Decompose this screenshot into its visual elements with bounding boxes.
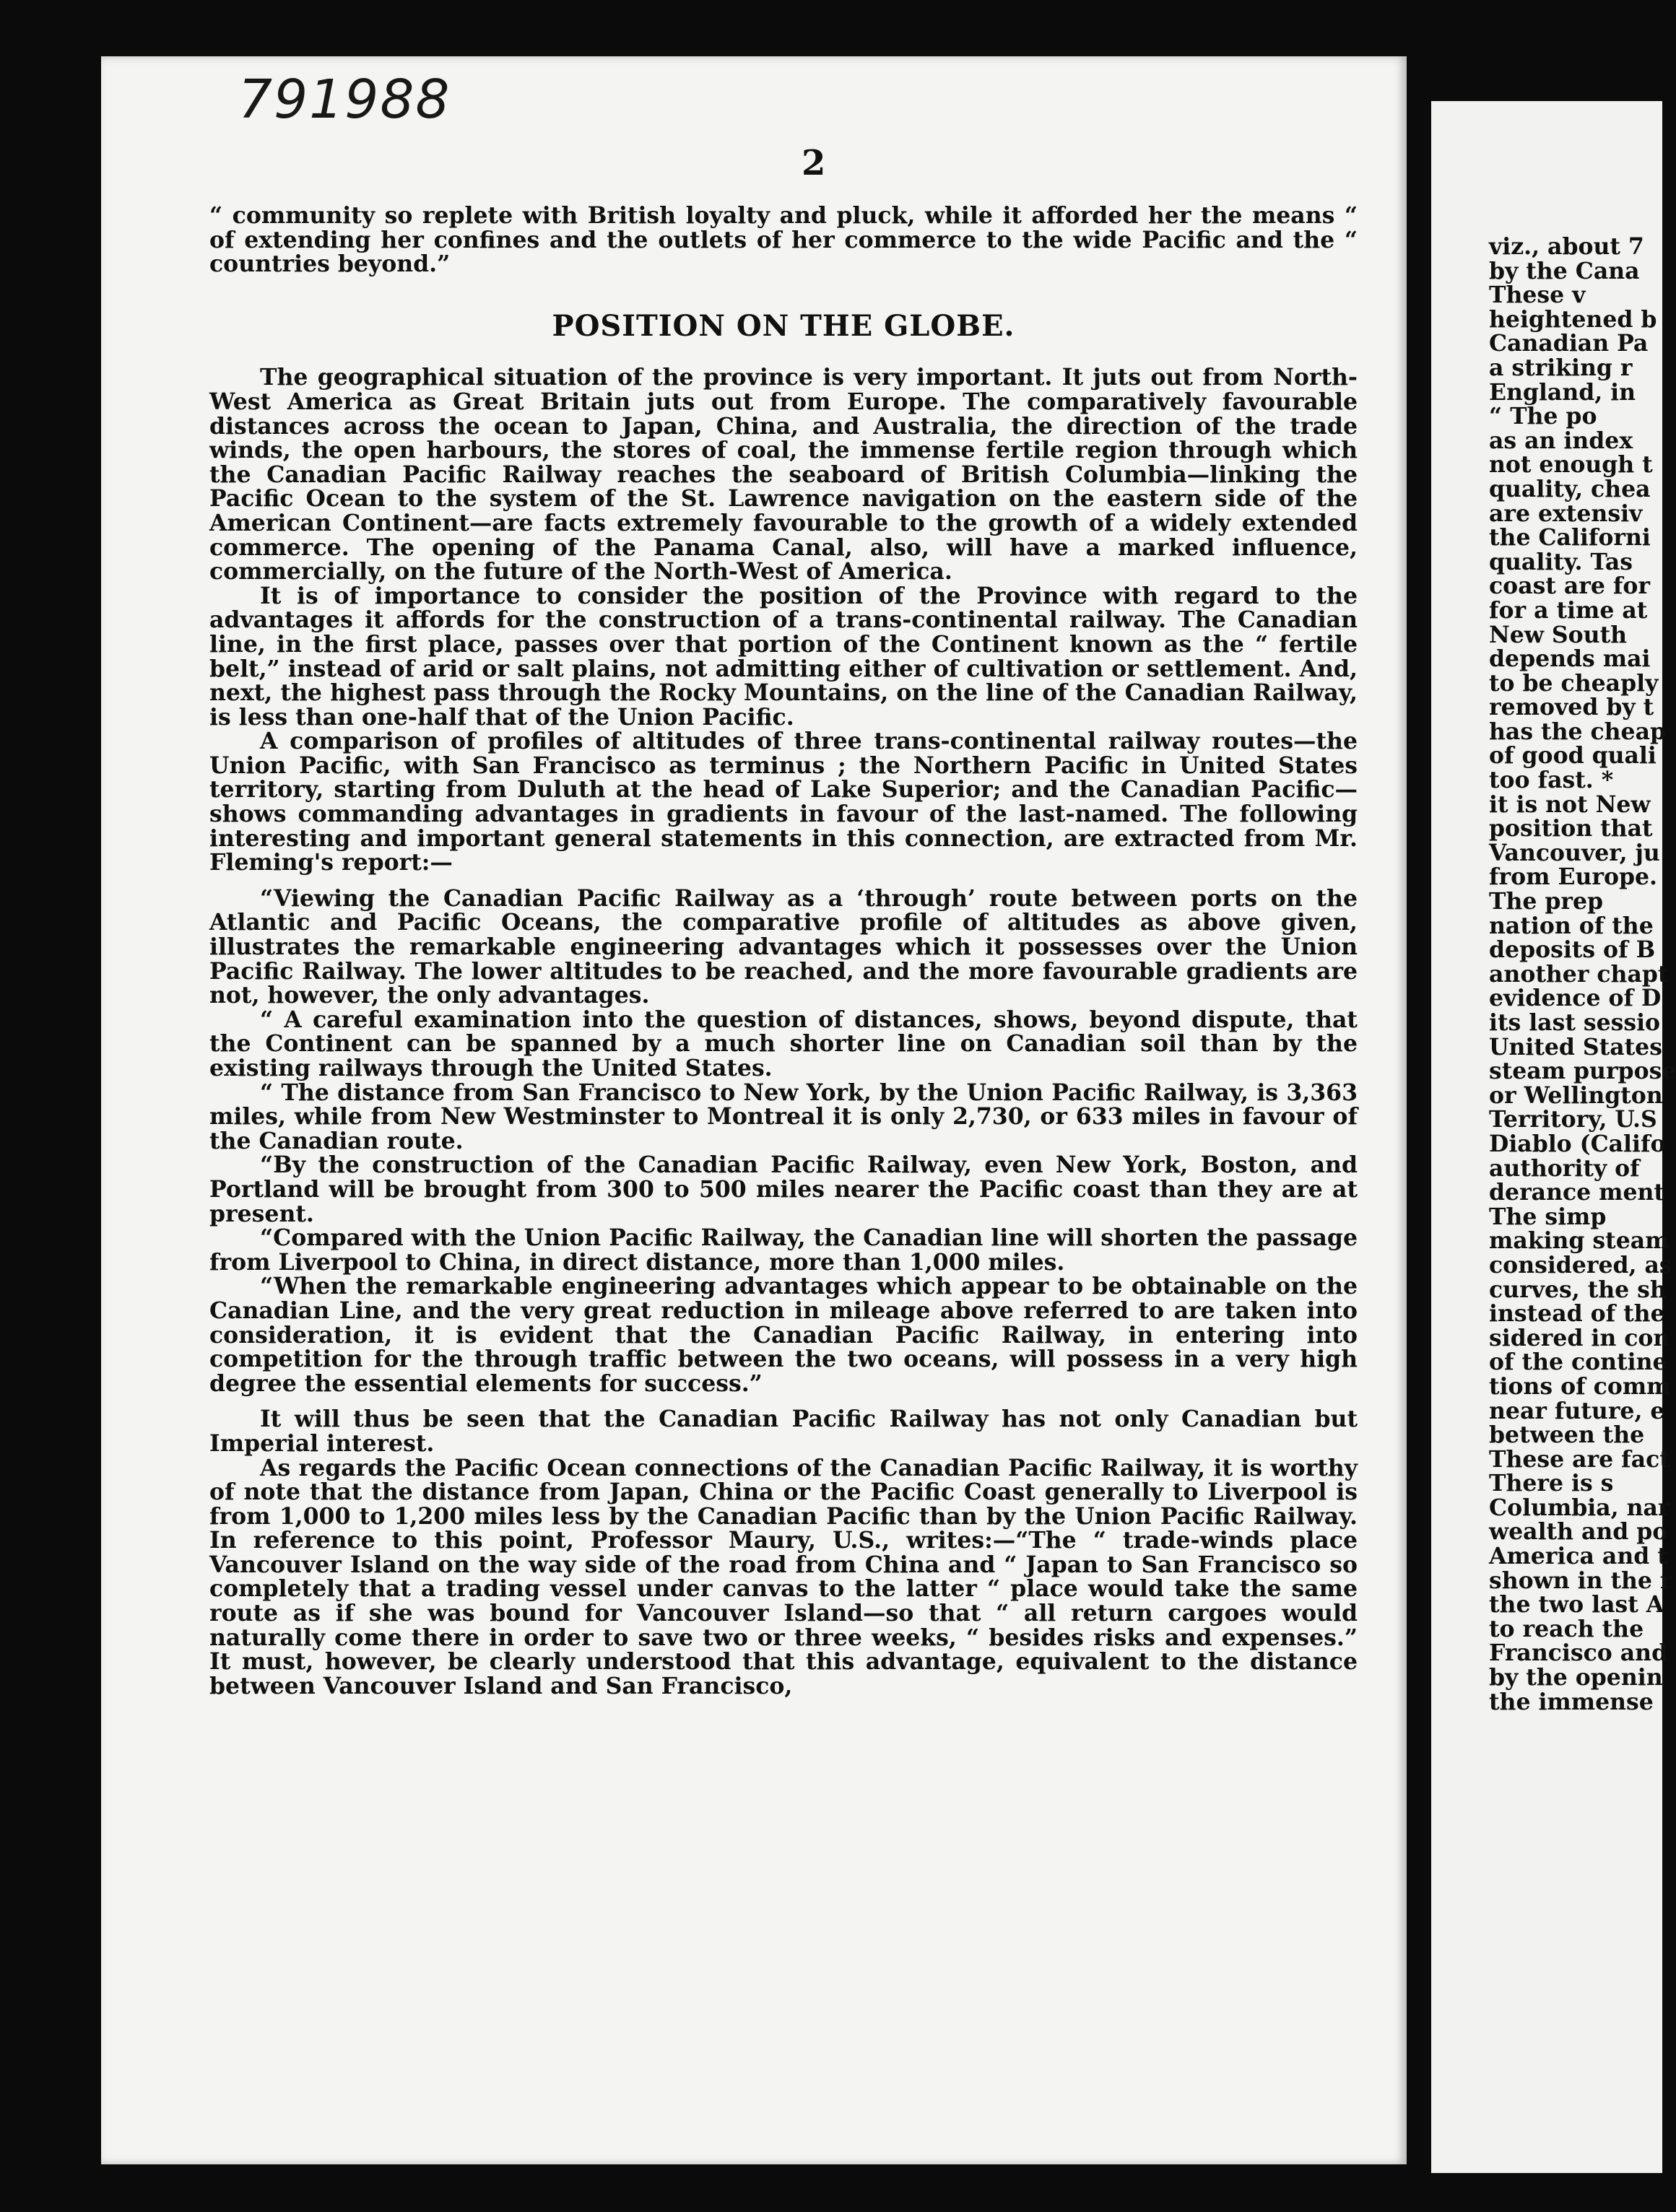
right-page-line: New South [1489,621,1628,648]
right-page-line: The prep [1489,888,1604,915]
right-page-line: making steam [1489,1227,1670,1255]
right-page-line: Territory, U.S [1489,1106,1657,1133]
right-page-line: by the openin [1489,1664,1663,1691]
right-page-line: quality, chea [1489,475,1651,502]
right-page-line: Vancouver, ju [1489,839,1660,866]
right-page-line: too fast. * [1489,767,1614,794]
right-page-line: These v [1489,282,1586,309]
right-page-text [1489,233,1676,1715]
handwritten-annotation: 791988 [238,69,451,131]
right-page-line: of good quali [1489,742,1657,770]
right-page-line: it is not New [1489,791,1651,818]
right-page-line: “ The po [1489,403,1597,430]
right-page-line: of the contine [1489,1349,1667,1376]
right-page-line: the two last A [1489,1591,1664,1619]
paragraph-railway-construction: It is of importance to consider the position of the Province with regard to the advantages it affords for the construction of a trans-continental railway. The Canadian line, in the first place, passes over that portion of the Continent known as the “ fertile belt,” instead of arid or salt plains, not admitting either of cultivation or settlement. And, next, the highest pass through the Rocky Mountains, on the line of the Canadian Railway, is less than one-half that of the Union Pacific. [209,582,1358,731]
right-page-line: wealth and po [1489,1518,1668,1546]
main-text-column [209,204,1358,1698]
right-page-line: viz., about 7 [1489,233,1644,260]
right-page-line: its last sessio [1489,1009,1661,1036]
right-page-line: between the [1489,1421,1645,1449]
right-page-line: deposits of B [1489,936,1656,964]
right-page-line: considered, as [1489,1251,1672,1279]
right-page-line: steam purpose [1489,1058,1676,1085]
right-page-line: Columbia, nar [1489,1494,1670,1521]
right-page-line: depends mai [1489,645,1651,673]
right-page-line: for a time at [1489,596,1648,624]
paragraph-imperial-interest: It will thus be seen that the Canadian Pacific Railway has not only Canadian but Imperial interest. [209,1406,1358,1457]
right-page-line: removed by t [1489,694,1654,721]
right-page-line: Diablo (Califo [1489,1130,1666,1157]
right-page-line: has the cheap [1489,718,1667,745]
quote-engineering-advantages: “When the remarkable engineering advantages which appear to be obtainable on the Canadian Line, and the very great reduction in mileage above referred to are taken into consideration, it is evident that the Canadian Pacific Railway, in entering into competition for the through traffic between the two oceans, will possess in a very high degree the essential elements for success.” [209,1273,1358,1397]
right-page-line: to reach the [1489,1615,1644,1642]
quote-distance-san-francisco: “ The distance from San Francisco to New York, by the Union Pacific Railway, is 3,363 miles, while from New Westminster to Montreal it is only 2,730, or 633 miles in favour of the Canadian route. [209,1079,1358,1154]
right-page-line: quality. Tas [1489,548,1633,575]
paragraph-pacific-connections: As regards the Pacific Ocean connections of the Canadian Pacific Railway, it is worthy of note that the distance from Japan, China or the Pacific Coast generally to Liverpool is from 1,000 to 1,200 miles less by the Canadian Pacific than by the Union Pacific Railway. In reference to this point, Professor Maury, U.S., writes:—“The “ trade-winds place Vancouver Island on the way side of the road from China and “ Japan to San Francisco so completely that a trading vessel under canvas to the latter “ place would take the same route as if she was bound for Vancouver Island—so that “ all return cargoes would naturally come there in order to save two or three weeks, “ besides risks and expenses.” It must, however, be clearly understood that this advantage, equivalent to the distance between Vancouver Island and San Francisco, [209,1454,1358,1699]
right-page-line: to be cheaply [1489,669,1659,697]
right-page-line: the immense [1489,1688,1654,1715]
quote-careful-examination: “ A careful examination into the question of distances, shows, beyond dispute, that the Continent can be spanned by a much shorter line on Canadian soil than by the existing railways through the United States. [209,1006,1358,1081]
section-heading: POSITION ON THE GLOBE. [552,308,1015,343]
right-page-line: are extensiv [1489,500,1643,527]
right-page-line: sidered in con [1489,1324,1670,1351]
right-page-line: near future, e [1489,1397,1665,1424]
right-page-line: not enough t [1489,451,1653,479]
paragraph-profile-comparison: A comparison of profiles of altitudes of three trans-continental railway routes—the Union Pacific, with San Francisco as terminus ; the Northern Pacific in United States territory, starting from Duluth at the head of Lake Superior; and the Canadian Pacific—shows commanding advantages in gradients in favour of the last-named. The following interesting and important general statements in this connection, are extracted from Mr. Fleming's report:— [209,728,1358,876]
right-page-line: United States [1489,1033,1662,1061]
quote-compared-union-pacific: “Compared with the Union Pacific Railway, the Canadian line will shorten the passage from Liverpool to China, in direct distance, more than 1,000 miles. [209,1224,1358,1276]
right-page-line: nation of the [1489,912,1654,939]
right-page-line: heightened b [1489,305,1657,333]
paragraph-geographical-situation: The geographical situation of the province is very important. It juts out from North-West America as Great Britain juts out from Europe. The comparatively favourable distances across the ocean to Japan, China, and Australia, the direction of the trade winds, the open harbours, the stores of coal, the immense fertile region through which the Canadian Pacific Railway reaches the seaboard of British Columbia—linking the Pacific Ocean to the system of the St. Lawrence navigation on the eastern side of the American Continent—are facts extremely favourable to the growth of a widely extended commerce. The opening of the Panama Canal, also, will have a marked influence, commercially, on the future of the North-West of America. [209,364,1358,585]
right-page-line: or Wellington [1489,1081,1663,1109]
right-page-line: shown in the r [1489,1567,1672,1594]
right-page-line: These are fact [1489,1445,1670,1473]
right-page-line: from Europe. [1489,863,1658,891]
right-page-line: derance ment [1489,1179,1664,1206]
right-page-line: tions of comm [1489,1372,1671,1400]
right-page-line: a striking r [1489,354,1633,381]
right-page-line: curves, the sh [1489,1276,1667,1303]
right-page-line: There is s [1489,1470,1614,1497]
right-page-line: position that [1489,815,1653,842]
quote-construction-boston: “By the construction of the Canadian Pacific Railway, even New York, Boston, and Portland will be brought from 300 to 500 miles nearer the Pacific coast than they are at present. [209,1151,1358,1227]
right-page-line: the Californi [1489,524,1651,552]
intro-quote: “ community so replete with British loyalty and pluck, while it afforded her the means “ of extending her confines and the outlets of her commerce to the wide Pacific and the “ countries beyond.” [209,202,1358,278]
right-page-line: instead of the [1489,1300,1665,1328]
right-page-line: as an index [1489,427,1633,454]
right-page-line: coast are for [1489,572,1651,600]
quote-viewing-railway: “Viewing the Canadian Pacific Railway as a ‘through’ route between ports on the Atlantic and Pacific Oceans, the comparative profile of altitudes as above given, illustrates the remarkable engineering advantages which it possesses over the Union Pacific Railway. The lower altitudes to be reached, and the more favourable gradients are not, however, the only advantages. [209,884,1358,1009]
right-page-line: America and t [1489,1543,1668,1570]
right-page-line: The simp [1489,1203,1607,1230]
right-page-line: Canadian Pa [1489,330,1649,357]
right-page-line: England, in [1489,378,1636,406]
right-page-line: by the Cana [1489,257,1640,284]
page-number: 2 [802,143,826,183]
right-page-line: evidence of D [1489,985,1662,1012]
right-page-line: another chapt [1489,960,1669,988]
right-page-line: authority of [1489,1154,1640,1182]
right-page-line: Francisco and [1489,1640,1668,1667]
